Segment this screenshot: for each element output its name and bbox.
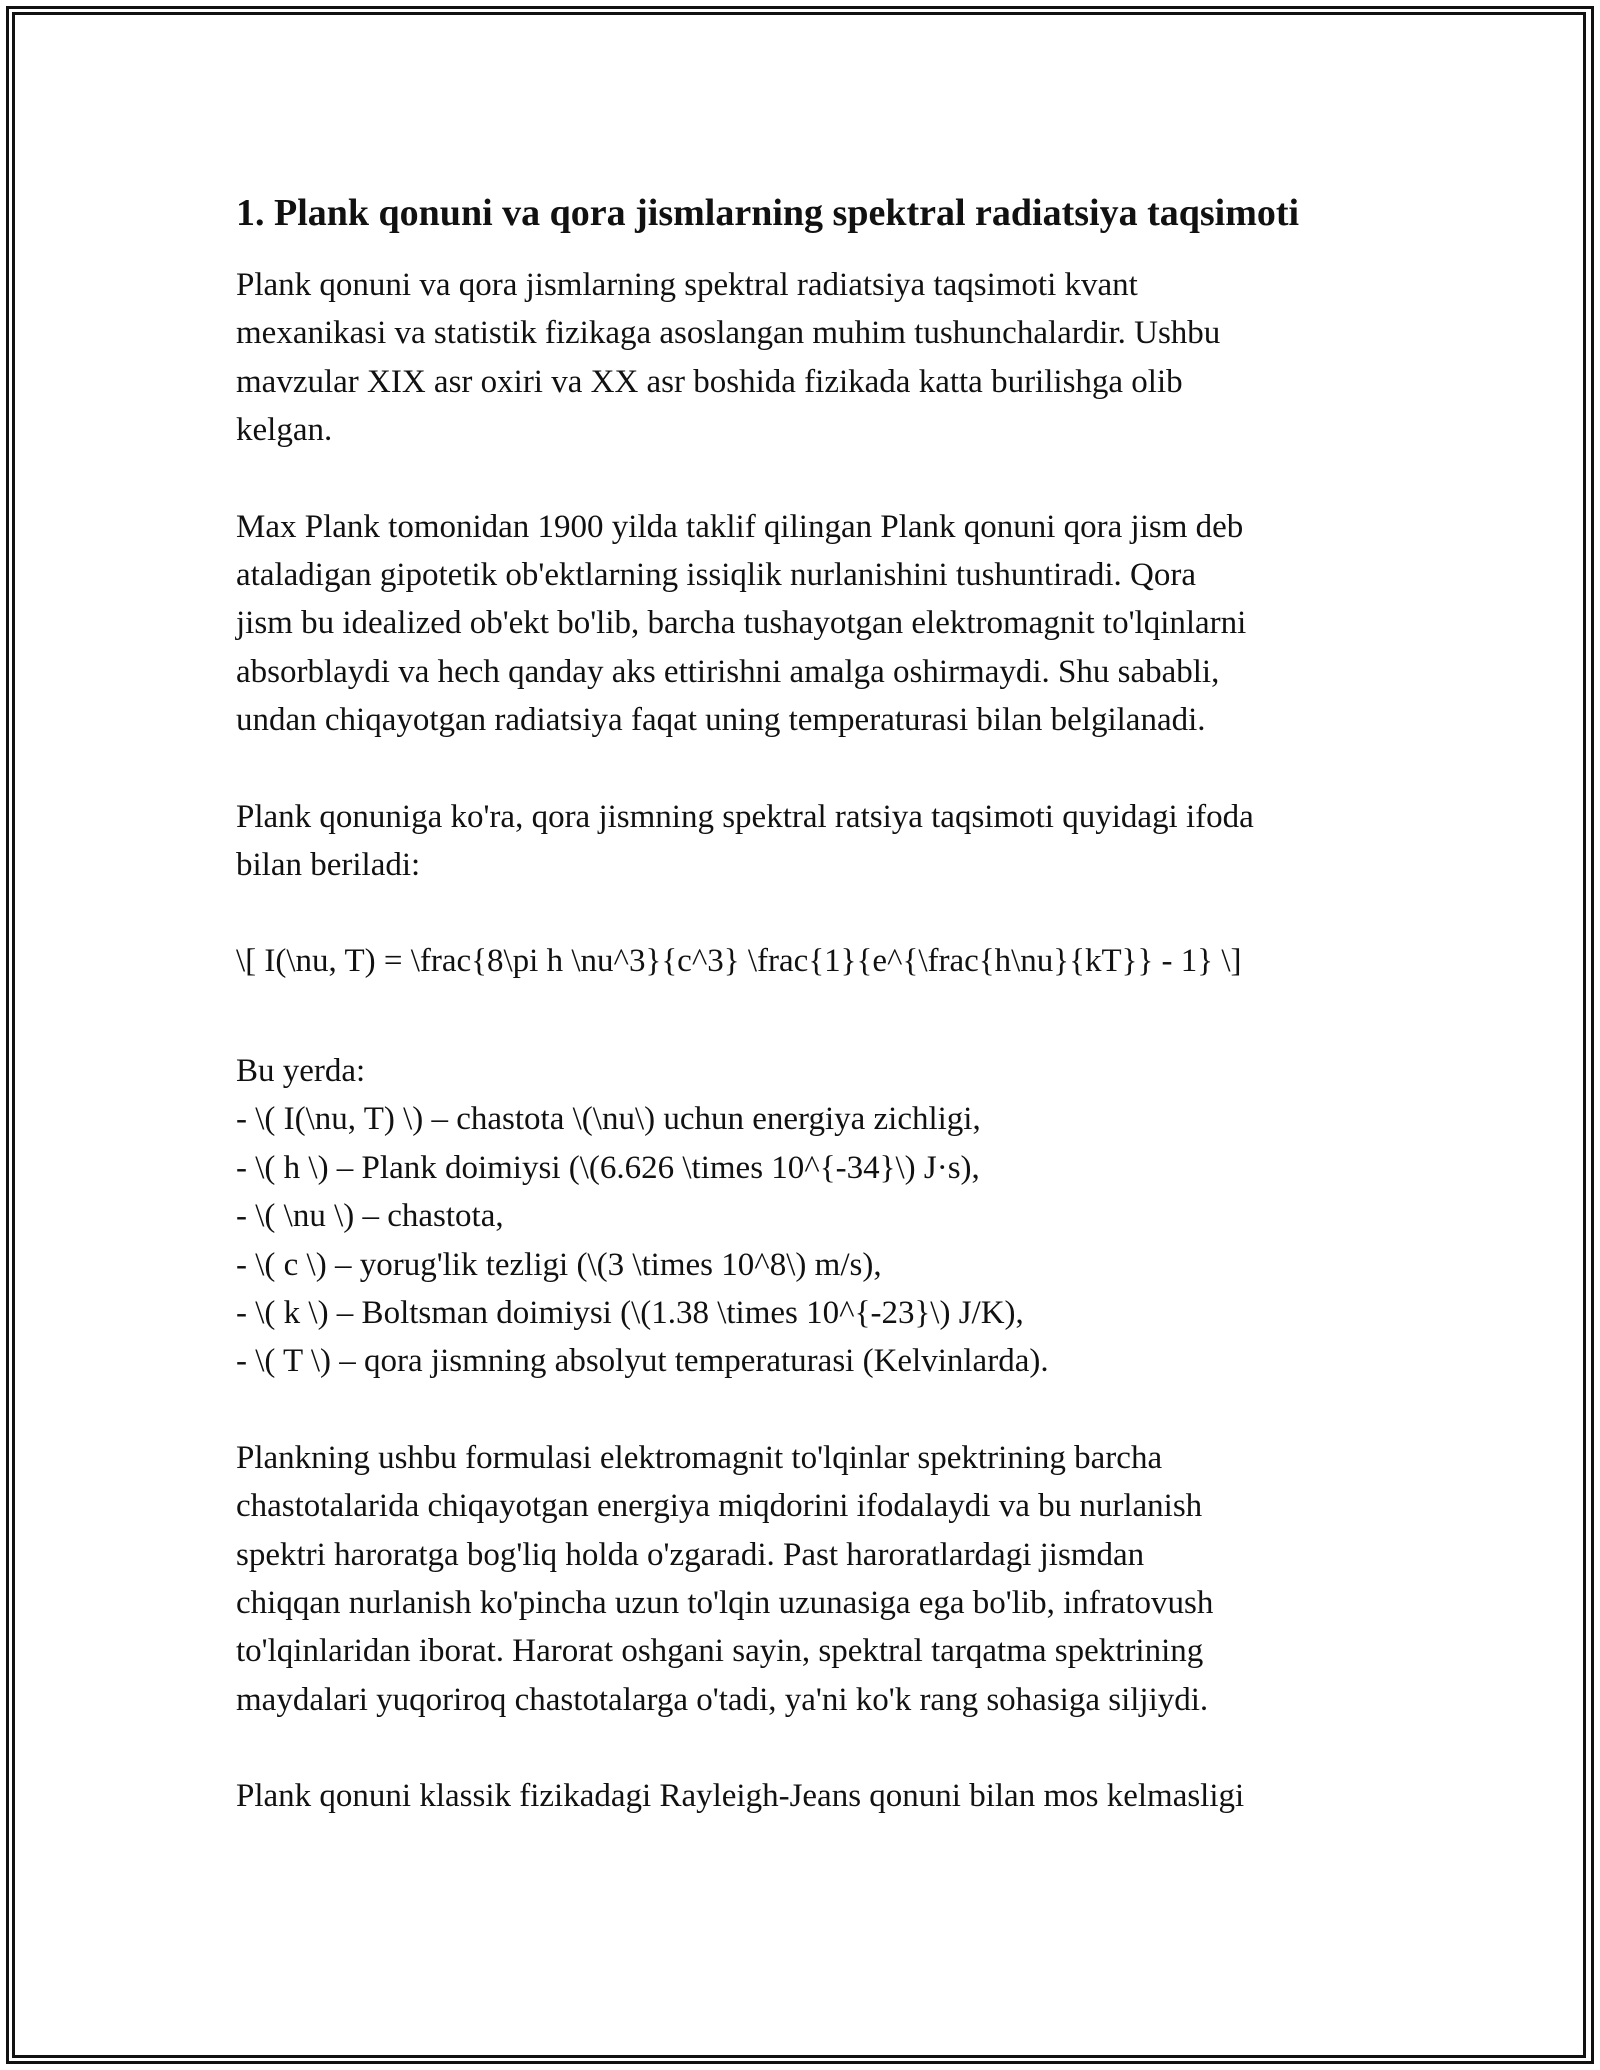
paragraph-formula-intro: Plank qonuniga ko'ra, qora jismning spektral ratsiya taqsimoti quyidagi ifoda bilan beriladi: [236, 798, 1254, 884]
definition-item: - \( k \) – Boltsman doimiysi (\(1.38 \times 10^{-23}\) J/K), [236, 1294, 1024, 1331]
definition-item: - \( I(\nu, T) \) – chastota \(\nu\) uchun energiya zichligi, [236, 1101, 981, 1138]
definition-item: - \( c \) – yorug'lik tezligi (\(3 \times 10^8\) m/s), [236, 1246, 882, 1283]
paragraph-spectrum: Plankning ushbu formulasi elektromagnit to'lqinlar spektrining barcha chastotalarida chiqayotgan energiya miqdorini ifodalaydi va bu nurlanish spektri haroratga bog'liq holda o'zgaradi. Past haroratlardagi jismdan chiqqan nurlanish ko'pincha uzun to'lqin uzunasiga ega bo'lib, infratovush to'lqinlaridan iborat. Harorat oshgani sayin, spektral tarqatma spektrining maydalari yuqoriroq chastotalarga o'tadi, ya'ni ko'k rang sohasiga siljiydi. [236, 1439, 1214, 1718]
definition-item: - \( T \) – qora jismning absolyut temperaturasi (Kelvinlarda). [236, 1343, 1049, 1380]
definitions-list [236, 1047, 1386, 1386]
page-title: 1. Plank qonuni va qora jismlarning spektral radiatsiya taqsimoti [236, 192, 1300, 234]
definition-item: - \( h \) – Plank doimiysi (\(6.626 \times 10^{-34}\) J·s), [236, 1149, 980, 1186]
paragraph-intro: Plank qonuni va qora jismlarning spektral radiatsiya taqsimoti kvant mexanikasi va statistik fizikaga asoslangan muhim tushunchalardir. Ushbu mavzular XIX asr oxiri va XX asr boshida fizikada katta burilishga olib kelgan. [236, 267, 1221, 449]
document-body [236, 186, 1386, 1821]
planck-formula: \[ I(\nu, T) = \frac{8\pi h \nu^3}{c^3} \frac{1}{e^{\frac{h\nu}{kT}} - 1} \] [236, 943, 1242, 980]
definitions-intro: Bu yerda: [236, 1052, 366, 1089]
paragraph-max-plank: Max Plank tomonidan 1900 yilda taklif qilingan Plank qonuni qora jism deb ataladigan gipotetik ob'ektlarning issiqlik nurlanishini tushuntiradi. Qora jism bu idealized ob'ekt bo'lib, barcha tushayotgan elektromagnit to'lqinlarni absorblaydi va hech qanday aks ettirishni amalga oshirmaydi. Shu sababli, undan chiqayotgan radiatsiya faqat uning temperaturasi bilan belgilanadi. [236, 508, 1247, 739]
paragraph-rayleigh-jeans: Plank qonuni klassik fizikadagi Rayleigh-Jeans qonuni bilan mos kelmasligi [236, 1778, 1245, 1815]
definition-item: - \( \nu \) – chastota, [236, 1198, 504, 1235]
